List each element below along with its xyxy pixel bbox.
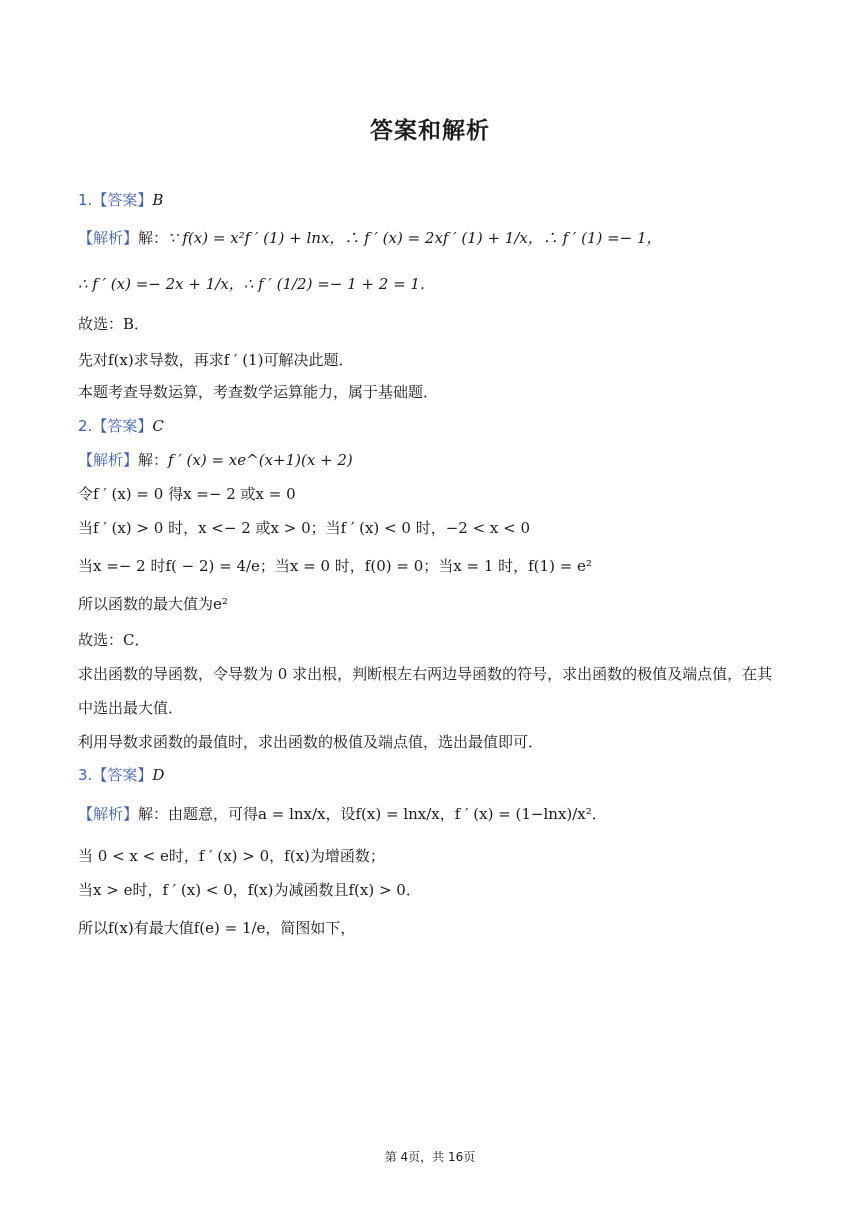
q3-answer-line [78, 765, 164, 785]
q3-derivation-1: 由题意，可得a = lnx/x，设f(x) = lnx/x，f ′ (x) = (1−lnx)/x²． [168, 805, 607, 823]
q2-answer-tag: 【答案】 [92, 417, 153, 435]
q1-derivation-1: ∵ f(x) = x²f ′ (1) + lnx，∴ f ′ (x) = 2xf ′ (1) + 1/x，∴ f ′ (1) =− 1， [168, 229, 662, 247]
q2-note-1b: 中选出最大值． [78, 699, 184, 717]
page-title: 答案和解析 [370, 118, 490, 144]
q2-derivation-3: 当f ′ (x) > 0 时，x <− 2 或x > 0；当f ′ (x) < 0 时，−2 < x < 0 [78, 519, 531, 537]
q2-number: 2. [78, 417, 93, 435]
q2-intro: 解： [138, 451, 169, 469]
q1-note-1: 先对f(x)求导数，再求f ′ (1)可解决此题． [78, 351, 354, 369]
q3-intro: 解： [138, 805, 169, 823]
q1-number: 1. [78, 191, 93, 209]
q1-answer-line [78, 190, 163, 210]
q1-analysis-line2 [78, 274, 435, 294]
q1-answer-tag: 【答案】 [92, 191, 153, 209]
q3-derivation-2: 当 0 < x < e时，f ′ (x) > 0，f(x)为增函数； [78, 847, 385, 865]
q3-answer-tag: 【答案】 [92, 766, 153, 784]
q1-note-2: 本题考查导数运算，考查数学运算能力，属于基础题． [78, 383, 439, 401]
q2-derivation-2: 令f ′ (x) = 0 得x =− 2 或x = 0 [78, 485, 296, 503]
q2-analysis-tag: 【解析】 [78, 451, 139, 469]
q3-number: 3. [78, 766, 93, 784]
q1-choice: 故选：B． [78, 315, 150, 333]
page-footer: 第 4页，共 16页 [384, 1150, 476, 1164]
q3-analysis-tag: 【解析】 [78, 805, 139, 823]
q2-note-1a: 求出函数的导函数，令导数为 0 求出根，判断根左右两边导函数的符号，求出函数的极值及端点值，在其 [78, 665, 773, 683]
q2-analysis-line1 [78, 450, 353, 470]
q1-analysis-tag: 【解析】 [78, 229, 139, 247]
q3-derivation-3: 当x > e时，f ′ (x) < 0，f(x)为减函数且f(x) > 0． [78, 881, 421, 899]
q2-note-2: 利用导数求函数的最值时，求出函数的极值及端点值，选出最值即可． [78, 733, 544, 751]
q1-intro: 解： [138, 229, 169, 247]
q2-answer-line [78, 416, 164, 436]
q3-analysis-line1 [78, 804, 607, 824]
q1-answer-value: B [152, 191, 164, 209]
q2-derivation-4: 当x =− 2 时f( − 2) = 4/e；当x = 0 时，f(0) = 0；当x = 1 时，f(1) = e² [78, 557, 592, 575]
q2-choice: 故选：C． [78, 631, 150, 649]
q1-derivation-2: ∴ f ′ (x) =− 2x + 1/x，∴ f ′ (1/2) =− 1 + 2 = 1． [78, 275, 435, 293]
q1-analysis-line1 [78, 228, 662, 248]
q3-derivation-4: 所以f(x)有最大值f(e) = 1/e，简图如下， [78, 919, 356, 937]
q3-answer-value: D [152, 766, 165, 784]
q2-derivation-5: 所以函数的最大值为e² [78, 595, 228, 613]
q2-derivation-1: f ′ (x) = xe^(x+1)(x + 2) [168, 451, 353, 469]
q2-answer-value: C [152, 417, 164, 435]
